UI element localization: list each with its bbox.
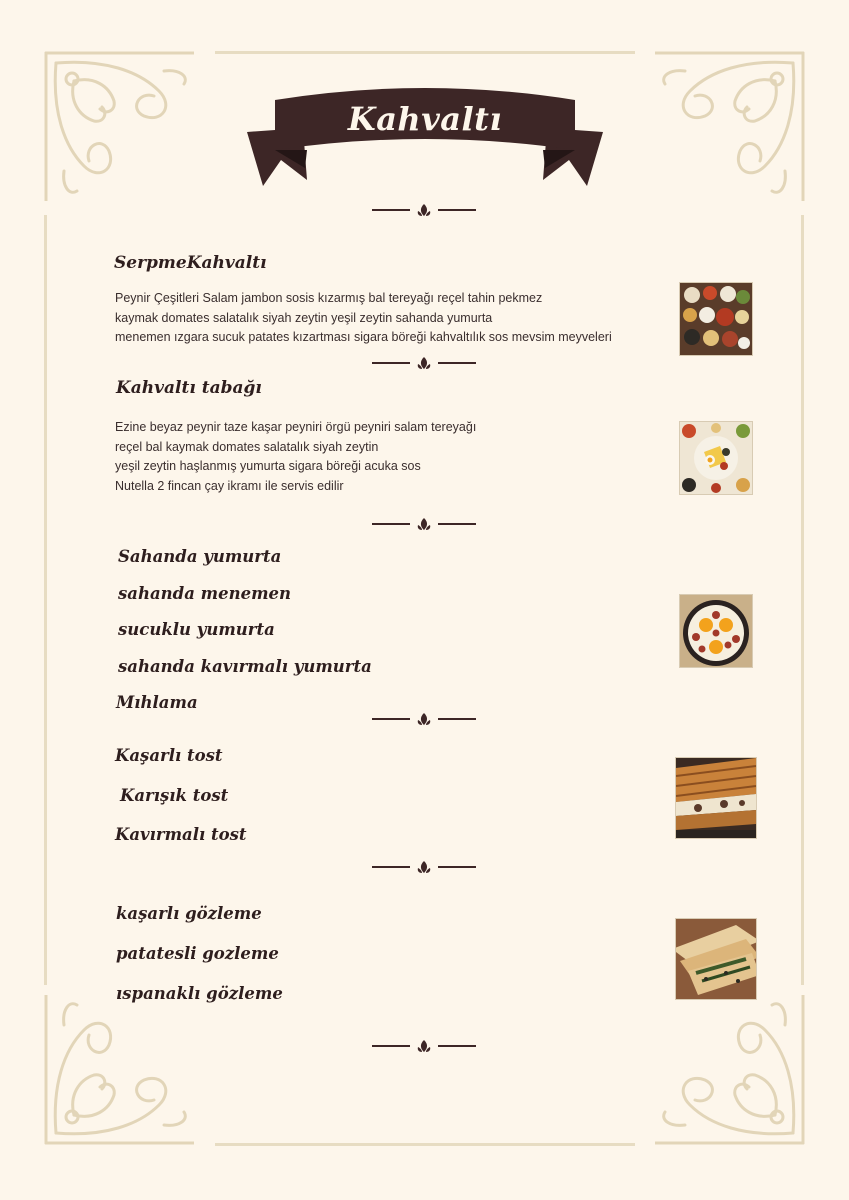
menu-item: ıspanaklı gözleme bbox=[116, 984, 283, 1003]
description-line: Peynir Çeşitleri Salam jambon sosis kızarmış bal tereyağı reçel tahin pekmez bbox=[115, 291, 543, 305]
flourish-corner-icon bbox=[44, 995, 194, 1145]
leaf-divider-icon bbox=[372, 712, 476, 726]
sucuklu-yumurta-photo bbox=[679, 594, 753, 668]
flourish-corner-icon bbox=[44, 51, 194, 201]
menu-item: patatesli gozleme bbox=[116, 944, 279, 963]
section-title: Kahvaltı tabağı bbox=[116, 378, 262, 398]
frame-left-line bbox=[44, 215, 47, 985]
tost-photo bbox=[675, 757, 757, 839]
frame-bottom-line bbox=[215, 1143, 635, 1146]
menu-item: Kavırmalı tost bbox=[115, 825, 247, 844]
leaf-divider-icon bbox=[372, 356, 476, 370]
title-banner bbox=[245, 88, 605, 188]
gozleme-photo bbox=[675, 918, 757, 1000]
menu-item: kaşarlı gözleme bbox=[116, 904, 262, 923]
leaf-divider-icon bbox=[372, 860, 476, 874]
page-title: Kahvaltı bbox=[347, 100, 503, 138]
description-line: Nutella 2 fincan çay ikramı ile servis edilir bbox=[115, 478, 344, 493]
menu-item: sahanda menemen bbox=[118, 584, 292, 603]
description-line: yeşil zeytin haşlanmış yumurta sigara böreği acuka sos bbox=[115, 459, 421, 473]
menu-item: Kaşarlı tost bbox=[115, 746, 223, 765]
description-line: reçel bal kaymak domates salatalık siyah zeytin bbox=[115, 439, 379, 454]
description-line: Ezine beyaz peynir taze kaşar peyniri örgü peyniri salam tereyağı bbox=[115, 420, 477, 434]
menu-item: Mıhlama bbox=[116, 693, 198, 712]
section-description bbox=[115, 418, 476, 496]
breakfast-plate-photo bbox=[679, 421, 753, 495]
menu-item: sahanda kavırmalı yumurta bbox=[118, 657, 372, 676]
frame-right-line bbox=[801, 215, 804, 985]
menu-item: Karışık tost bbox=[120, 786, 229, 805]
leaf-divider-icon bbox=[372, 517, 476, 531]
leaf-divider-icon bbox=[372, 203, 476, 217]
flourish-corner-icon bbox=[655, 51, 805, 201]
serpme-breakfast-photo bbox=[679, 282, 753, 356]
menu-item: sucuklu yumurta bbox=[118, 620, 275, 639]
frame-top-line bbox=[215, 51, 635, 54]
flourish-corner-icon bbox=[655, 995, 805, 1145]
menu-item: Sahanda yumurta bbox=[118, 547, 282, 566]
description-line: menemen ızgara sucuk patates kızartması sigara böreği kahvaltılık sos mevsim meyveleri bbox=[115, 330, 612, 344]
section-description bbox=[115, 289, 612, 348]
description-line: kaymak domates salatalık siyah zeytin yeşil zeytin sahanda yumurta bbox=[115, 310, 493, 325]
section-title: SerpmeKahvaltı bbox=[114, 253, 267, 273]
leaf-divider-icon bbox=[372, 1039, 476, 1053]
